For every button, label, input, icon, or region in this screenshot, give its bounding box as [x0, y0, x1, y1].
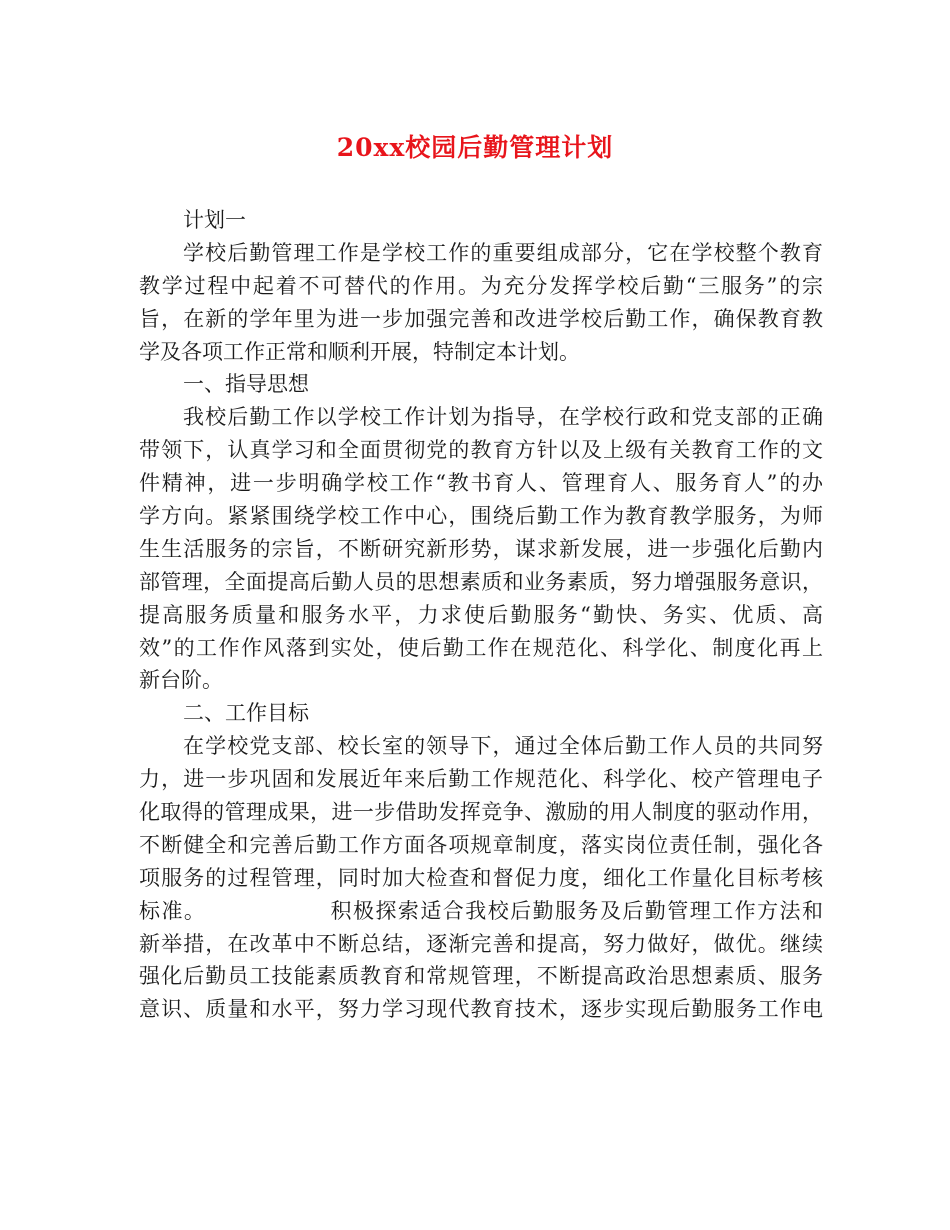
text-line: 在学校党支部、校长室的领导下，通过全体后勤工作人员的共同努: [183, 734, 823, 759]
text-line: 教学过程中起着不可替代的作用。为充分发挥学校后勤“三服务”的宗: [139, 273, 823, 298]
document-title: 20xx校园后勤管理计划: [336, 133, 614, 162]
document-body: [139, 204, 823, 1026]
text-line: 学及各项工作正常和顺利开展，特制定本计划。: [139, 339, 580, 364]
text-line: 二、工作目标: [183, 701, 309, 726]
text-line: 意识、质量和水平，努力学习现代教育技术，逐步实现后勤服务工作电: [139, 997, 823, 1022]
text-line: 学校后勤管理工作是学校工作的重要组成部分，它在学校整个教育: [183, 240, 823, 265]
text-line: 旨，在新的学年里为进一步加强完善和改进学校后勤工作，确保教育教: [139, 306, 823, 331]
text-line: 生生活服务的宗旨，不断研究新形势，谋求新发展，进一步强化后勤内: [139, 536, 823, 561]
text-line: 项服务的过程管理，同时加大检查和督促力度，细化工作量化目标考核: [139, 865, 823, 890]
text-line: 提高服务质量和服务水平，力求使后勤服务“勤快、务实、优质、高: [139, 602, 823, 627]
text-line: 力，进一步巩固和发展近年来后勤工作规范化、科学化、校产管理电子: [139, 767, 823, 792]
text-line: 计划一: [183, 208, 246, 232]
text-line: 不断健全和完善后勤工作方面各项规章制度，落实岗位责任制，强化各: [139, 832, 823, 857]
text-line: 化取得的管理成果，进一步借助发挥竞争、激励的用人制度的驱动作用，: [139, 800, 823, 825]
text-line: 我校后勤工作以学校工作计划为指导，在学校行政和党支部的正确: [183, 405, 823, 430]
text-line: 一、指导思想: [183, 372, 309, 397]
text-line: 强化后勤员工技能素质教育和常规管理，不断提高政治思想素质、服务: [139, 964, 823, 989]
text-line: 新举措，在改革中不断总结，逐渐完善和提高，努力做好，做优。继续: [139, 931, 823, 956]
text-line: 效”的工作作风落到实处，使后勤工作在规范化、科学化、制度化再上: [139, 635, 823, 660]
text-line: 部管理，全面提高后勤人员的思想素质和业务素质，努力增强服务意识，: [139, 569, 823, 594]
text-line: 带领下，认真学习和全面贯彻党的教育方针以及上级有关教育工作的文: [139, 438, 823, 463]
text-line: 标准。 积极探索适合我校后勤服务及后勤管理工作方法和: [139, 898, 823, 923]
text-line: 件精神，进一步明确学校工作“教书育人、管理育人、服务育人”的办: [139, 471, 823, 496]
text-line: 学方向。紧紧围绕学校工作中心，围绕后勤工作为教育教学服务，为师: [139, 504, 823, 529]
text-line: 新台阶。: [139, 668, 223, 693]
